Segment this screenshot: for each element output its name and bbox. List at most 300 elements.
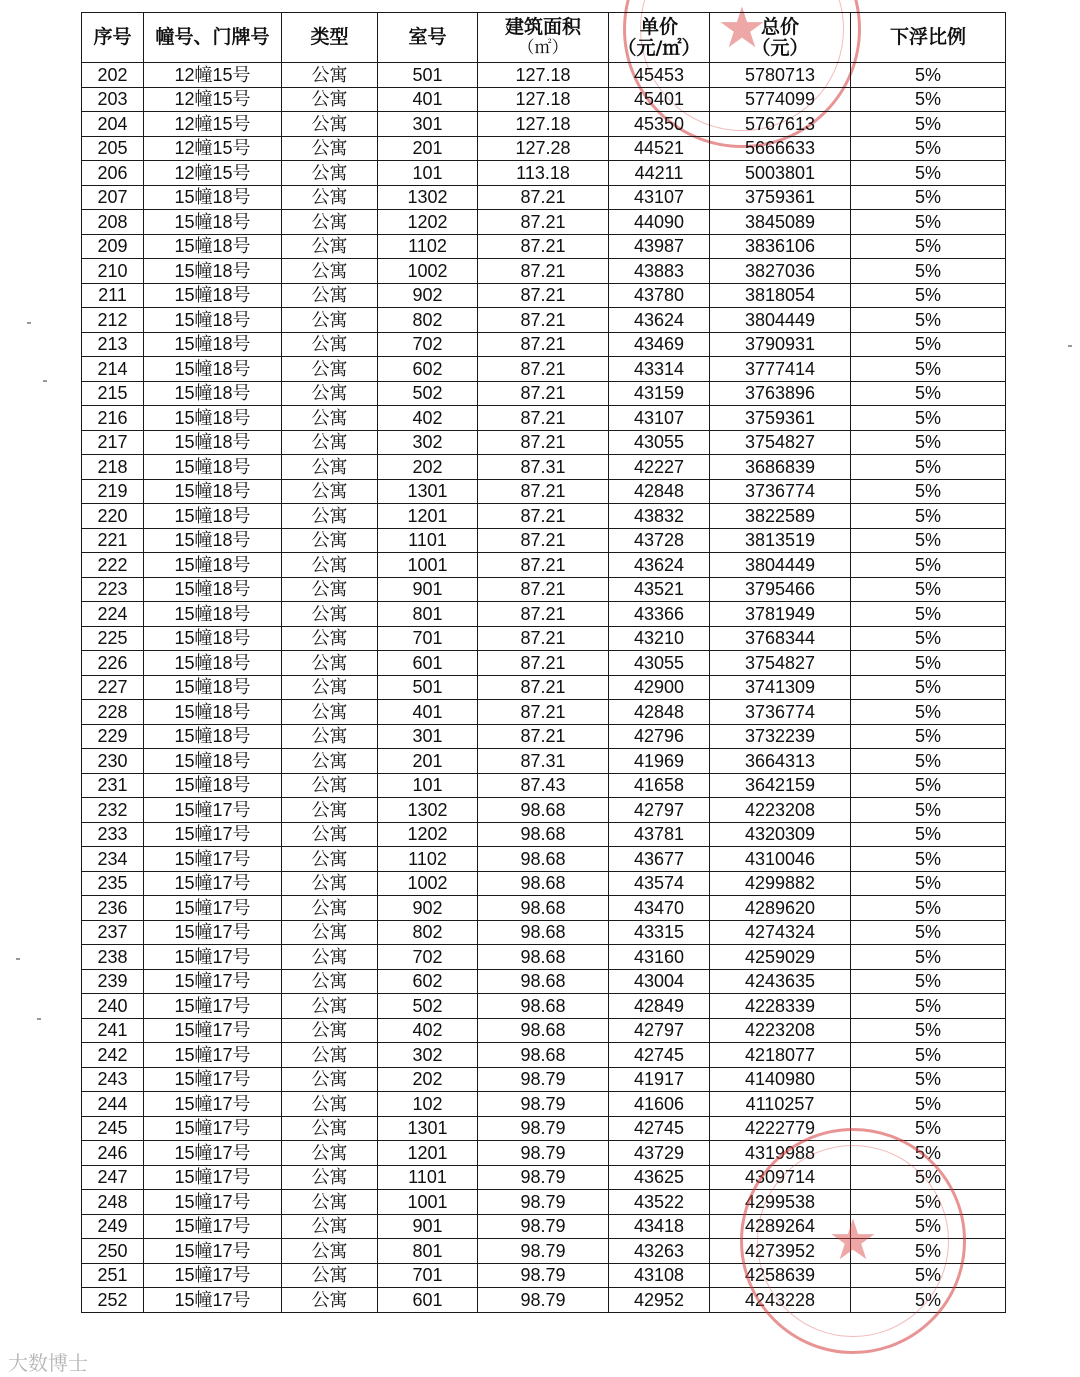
table-row: [82, 479, 1006, 504]
cell-total-price: 5666633: [710, 136, 851, 161]
cell-room: 702: [378, 945, 478, 970]
cell-room: 602: [378, 357, 478, 382]
cell-discount: 5%: [851, 63, 1006, 88]
cell-room: 202: [378, 455, 478, 480]
cell-discount: 5%: [851, 1018, 1006, 1043]
watermark: 大数博士: [8, 1351, 88, 1375]
cell-discount: 5%: [851, 332, 1006, 357]
cell-unit-price: 43469: [609, 332, 710, 357]
table-row: [82, 430, 1006, 455]
cell-total-price: 3804449: [710, 553, 851, 578]
cell-area: 87.21: [478, 528, 609, 553]
table-row: [82, 602, 1006, 627]
cell-seq: 213: [82, 332, 144, 357]
table-row: [82, 969, 1006, 994]
cell-area: 98.68: [478, 871, 609, 896]
cell-unit-price: 43107: [609, 406, 710, 431]
cell-area: 98.68: [478, 969, 609, 994]
cell-type: 公寓: [282, 945, 378, 970]
cell-total-price: 3732239: [710, 724, 851, 749]
cell-seq: 246: [82, 1141, 144, 1166]
cell-seq: 249: [82, 1214, 144, 1239]
table-row: [82, 136, 1006, 161]
cell-building: 15幢18号: [144, 749, 282, 774]
cell-seq: 214: [82, 357, 144, 382]
cell-seq: 236: [82, 896, 144, 921]
cell-seq: 231: [82, 773, 144, 798]
cell-building: 15幢17号: [144, 1214, 282, 1239]
cell-unit-price: 43521: [609, 577, 710, 602]
cell-seq: 210: [82, 259, 144, 284]
table-row: [82, 994, 1006, 1019]
cell-total-price: 4223208: [710, 1018, 851, 1043]
cell-total-price: 4222779: [710, 1116, 851, 1141]
table-row: [82, 1043, 1006, 1068]
cell-seq: 212: [82, 308, 144, 333]
cell-discount: 5%: [851, 871, 1006, 896]
cell-type: 公寓: [282, 283, 378, 308]
table-row: [82, 63, 1006, 88]
table-row: [82, 675, 1006, 700]
table-row: [82, 724, 1006, 749]
cell-room: 1201: [378, 504, 478, 529]
cell-building: 15幢17号: [144, 847, 282, 872]
cell-area: 87.21: [478, 332, 609, 357]
cell-building: 15幢18号: [144, 406, 282, 431]
cell-area: 87.31: [478, 749, 609, 774]
cell-building: 15幢18号: [144, 234, 282, 259]
cell-type: 公寓: [282, 381, 378, 406]
cell-seq: 215: [82, 381, 144, 406]
cell-discount: 5%: [851, 1214, 1006, 1239]
cell-seq: 230: [82, 749, 144, 774]
cell-type: 公寓: [282, 577, 378, 602]
table-row: [82, 308, 1006, 333]
cell-building: 15幢17号: [144, 1288, 282, 1313]
cell-room: 102: [378, 1092, 478, 1117]
cell-type: 公寓: [282, 1116, 378, 1141]
cell-discount: 5%: [851, 602, 1006, 627]
cell-area: 87.21: [478, 259, 609, 284]
cell-discount: 5%: [851, 1288, 1006, 1313]
cell-room: 1102: [378, 847, 478, 872]
cell-room: 501: [378, 63, 478, 88]
cell-area: 87.21: [478, 626, 609, 651]
cell-unit-price: 43159: [609, 381, 710, 406]
cell-area: 98.68: [478, 920, 609, 945]
cell-total-price: 5767613: [710, 112, 851, 137]
cell-area: 87.21: [478, 381, 609, 406]
cell-type: 公寓: [282, 479, 378, 504]
cell-building: 12幢15号: [144, 112, 282, 137]
cell-unit-price: 43729: [609, 1141, 710, 1166]
cell-seq: 202: [82, 63, 144, 88]
cell-room: 502: [378, 994, 478, 1019]
cell-area: 98.68: [478, 798, 609, 823]
cell-total-price: 3736774: [710, 479, 851, 504]
cell-seq: 209: [82, 234, 144, 259]
cell-total-price: 4218077: [710, 1043, 851, 1068]
seal-star-icon: ★: [827, 1208, 879, 1273]
cell-type: 公寓: [282, 185, 378, 210]
cell-building: 15幢18号: [144, 626, 282, 651]
cell-area: 98.68: [478, 945, 609, 970]
cell-seq: 250: [82, 1239, 144, 1264]
cell-room: 1102: [378, 234, 478, 259]
cell-seq: 240: [82, 994, 144, 1019]
table-row: [82, 332, 1006, 357]
cell-total-price: 4243228: [710, 1288, 851, 1313]
cell-total-price: 3795466: [710, 577, 851, 602]
table-row: [82, 1288, 1006, 1313]
cell-seq: 227: [82, 675, 144, 700]
cell-room: 401: [378, 87, 478, 112]
cell-seq: 237: [82, 920, 144, 945]
cell-seq: 234: [82, 847, 144, 872]
cell-unit-price: 43624: [609, 553, 710, 578]
scan-speck: [27, 322, 31, 324]
cell-discount: 5%: [851, 308, 1006, 333]
cell-discount: 5%: [851, 210, 1006, 235]
cell-area: 87.21: [478, 479, 609, 504]
cell-room: 1202: [378, 822, 478, 847]
cell-room: 801: [378, 602, 478, 627]
cell-room: 402: [378, 406, 478, 431]
cell-type: 公寓: [282, 1165, 378, 1190]
cell-room: 901: [378, 577, 478, 602]
cell-building: 15幢18号: [144, 455, 282, 480]
cell-building: 15幢17号: [144, 798, 282, 823]
cell-total-price: 3741309: [710, 675, 851, 700]
cell-building: 15幢17号: [144, 896, 282, 921]
table-row: [82, 259, 1006, 284]
cell-seq: 241: [82, 1018, 144, 1043]
cell-seq: 242: [82, 1043, 144, 1068]
cell-area: 98.79: [478, 1288, 609, 1313]
cell-type: 公寓: [282, 798, 378, 823]
cell-total-price: 4319988: [710, 1141, 851, 1166]
cell-room: 401: [378, 700, 478, 725]
cell-discount: 5%: [851, 1239, 1006, 1264]
cell-discount: 5%: [851, 626, 1006, 651]
table-row: [82, 1214, 1006, 1239]
cell-building: 15幢18号: [144, 357, 282, 382]
cell-room: 1002: [378, 259, 478, 284]
cell-area: 127.18: [478, 63, 609, 88]
cell-seq: 216: [82, 406, 144, 431]
cell-area: 87.21: [478, 724, 609, 749]
table-row: [82, 455, 1006, 480]
cell-unit-price: 45350: [609, 112, 710, 137]
cell-room: 602: [378, 969, 478, 994]
cell-type: 公寓: [282, 234, 378, 259]
cell-type: 公寓: [282, 1288, 378, 1313]
cell-discount: 5%: [851, 357, 1006, 382]
cell-type: 公寓: [282, 430, 378, 455]
cell-unit-price: 44521: [609, 136, 710, 161]
cell-type: 公寓: [282, 920, 378, 945]
cell-unit-price: 42900: [609, 675, 710, 700]
cell-area: 98.79: [478, 1263, 609, 1288]
cell-total-price: 3768344: [710, 626, 851, 651]
cell-area: 87.21: [478, 602, 609, 627]
cell-building: 15幢18号: [144, 430, 282, 455]
cell-seq: 239: [82, 969, 144, 994]
cell-unit-price: 43883: [609, 259, 710, 284]
cell-building: 15幢17号: [144, 822, 282, 847]
cell-area: 87.21: [478, 406, 609, 431]
cell-type: 公寓: [282, 1239, 378, 1264]
cell-building: 15幢18号: [144, 773, 282, 798]
table-row: [82, 504, 1006, 529]
cell-total-price: 3736774: [710, 700, 851, 725]
cell-unit-price: 43055: [609, 651, 710, 676]
cell-type: 公寓: [282, 259, 378, 284]
cell-discount: 5%: [851, 651, 1006, 676]
cell-unit-price: 43314: [609, 357, 710, 382]
cell-area: 127.18: [478, 87, 609, 112]
cell-unit-price: 42797: [609, 798, 710, 823]
cell-unit-price: 42745: [609, 1043, 710, 1068]
cell-building: 15幢18号: [144, 283, 282, 308]
cell-type: 公寓: [282, 1141, 378, 1166]
cell-total-price: 3790931: [710, 332, 851, 357]
cell-type: 公寓: [282, 406, 378, 431]
cell-building: 15幢18号: [144, 528, 282, 553]
cell-building: 15幢18号: [144, 381, 282, 406]
table-row: [82, 1239, 1006, 1264]
cell-room: 701: [378, 626, 478, 651]
cell-discount: 5%: [851, 455, 1006, 480]
cell-discount: 5%: [851, 798, 1006, 823]
cell-total-price: 4228339: [710, 994, 851, 1019]
scan-speck: [16, 958, 20, 960]
cell-total-price: 5003801: [710, 161, 851, 186]
cell-total-price: 3686839: [710, 455, 851, 480]
cell-building: 15幢18号: [144, 479, 282, 504]
cell-type: 公寓: [282, 675, 378, 700]
cell-room: 802: [378, 920, 478, 945]
table-row: [82, 798, 1006, 823]
cell-discount: 5%: [851, 700, 1006, 725]
cell-unit-price: 43781: [609, 822, 710, 847]
cell-type: 公寓: [282, 1043, 378, 1068]
cell-type: 公寓: [282, 871, 378, 896]
cell-discount: 5%: [851, 1263, 1006, 1288]
cell-total-price: 3763896: [710, 381, 851, 406]
cell-discount: 5%: [851, 1116, 1006, 1141]
scan-speck: [37, 1018, 41, 1020]
cell-room: 402: [378, 1018, 478, 1043]
cell-room: 601: [378, 1288, 478, 1313]
cell-unit-price: 43728: [609, 528, 710, 553]
header-area: 建筑面积 （㎡）: [478, 13, 609, 63]
header-unit-price: 单价 （元/㎡）: [609, 13, 710, 63]
cell-total-price: 3664313: [710, 749, 851, 774]
cell-area: 87.21: [478, 283, 609, 308]
cell-building: 12幢15号: [144, 87, 282, 112]
header-total-price: 总价 （元）: [710, 13, 851, 63]
cell-discount: 5%: [851, 1067, 1006, 1092]
cell-seq: 232: [82, 798, 144, 823]
cell-building: 12幢15号: [144, 63, 282, 88]
cell-type: 公寓: [282, 112, 378, 137]
cell-total-price: 3813519: [710, 528, 851, 553]
cell-discount: 5%: [851, 112, 1006, 137]
cell-room: 902: [378, 896, 478, 921]
cell-room: 1101: [378, 528, 478, 553]
cell-room: 502: [378, 381, 478, 406]
cell-seq: 208: [82, 210, 144, 235]
cell-discount: 5%: [851, 896, 1006, 921]
cell-discount: 5%: [851, 406, 1006, 431]
cell-type: 公寓: [282, 626, 378, 651]
cell-room: 901: [378, 1214, 478, 1239]
table-row: [82, 381, 1006, 406]
cell-seq: 252: [82, 1288, 144, 1313]
cell-room: 201: [378, 749, 478, 774]
cell-room: 501: [378, 675, 478, 700]
table-row: [82, 822, 1006, 847]
cell-total-price: 4223208: [710, 798, 851, 823]
cell-unit-price: 43315: [609, 920, 710, 945]
cell-discount: 5%: [851, 920, 1006, 945]
price-table: [81, 12, 1006, 1313]
cell-unit-price: 44211: [609, 161, 710, 186]
cell-area: 87.21: [478, 700, 609, 725]
cell-area: 87.21: [478, 504, 609, 529]
cell-total-price: 3754827: [710, 430, 851, 455]
cell-unit-price: 43677: [609, 847, 710, 872]
table-row: [82, 773, 1006, 798]
cell-type: 公寓: [282, 553, 378, 578]
cell-total-price: 4309714: [710, 1165, 851, 1190]
cell-total-price: 5774099: [710, 87, 851, 112]
cell-area: 98.79: [478, 1214, 609, 1239]
cell-unit-price: 43108: [609, 1263, 710, 1288]
cell-building: 15幢17号: [144, 1116, 282, 1141]
cell-unit-price: 42796: [609, 724, 710, 749]
cell-discount: 5%: [851, 430, 1006, 455]
cell-type: 公寓: [282, 896, 378, 921]
cell-unit-price: 43160: [609, 945, 710, 970]
cell-area: 87.21: [478, 357, 609, 382]
cell-building: 15幢18号: [144, 332, 282, 357]
cell-building: 15幢17号: [144, 994, 282, 1019]
cell-total-price: 4299538: [710, 1190, 851, 1215]
cell-total-price: 4274324: [710, 920, 851, 945]
cell-seq: 217: [82, 430, 144, 455]
cell-area: 87.21: [478, 430, 609, 455]
cell-type: 公寓: [282, 651, 378, 676]
cell-seq: 222: [82, 553, 144, 578]
cell-seq: 238: [82, 945, 144, 970]
header-room: 室号: [378, 13, 478, 63]
cell-area: 87.21: [478, 553, 609, 578]
cell-discount: 5%: [851, 1141, 1006, 1166]
cell-building: 15幢17号: [144, 920, 282, 945]
cell-type: 公寓: [282, 332, 378, 357]
cell-total-price: 4258639: [710, 1263, 851, 1288]
table-row: [82, 1092, 1006, 1117]
cell-total-price: 4289264: [710, 1214, 851, 1239]
cell-seq: 251: [82, 1263, 144, 1288]
cell-discount: 5%: [851, 945, 1006, 970]
cell-discount: 5%: [851, 994, 1006, 1019]
table-row: [82, 749, 1006, 774]
cell-area: 87.21: [478, 675, 609, 700]
cell-building: 15幢18号: [144, 724, 282, 749]
cell-building: 15幢17号: [144, 1043, 282, 1068]
table-row: [82, 626, 1006, 651]
cell-unit-price: 43780: [609, 283, 710, 308]
seal-star-icon: ★: [716, 0, 768, 61]
cell-area: 98.68: [478, 1018, 609, 1043]
cell-discount: 5%: [851, 1165, 1006, 1190]
table-row: [82, 87, 1006, 112]
cell-seq: 248: [82, 1190, 144, 1215]
cell-discount: 5%: [851, 577, 1006, 602]
cell-discount: 5%: [851, 161, 1006, 186]
cell-area: 87.21: [478, 210, 609, 235]
cell-total-price: 5780713: [710, 63, 851, 88]
table-row: [82, 920, 1006, 945]
cell-room: 802: [378, 308, 478, 333]
table-row: [82, 700, 1006, 725]
cell-seq: 206: [82, 161, 144, 186]
table-row: [82, 185, 1006, 210]
cell-room: 1302: [378, 798, 478, 823]
cell-area: 98.79: [478, 1190, 609, 1215]
cell-type: 公寓: [282, 749, 378, 774]
cell-seq: 245: [82, 1116, 144, 1141]
table-row: [82, 651, 1006, 676]
cell-unit-price: 42848: [609, 700, 710, 725]
cell-seq: 223: [82, 577, 144, 602]
cell-building: 15幢18号: [144, 553, 282, 578]
cell-room: 601: [378, 651, 478, 676]
cell-unit-price: 43107: [609, 185, 710, 210]
cell-building: 15幢17号: [144, 1239, 282, 1264]
cell-unit-price: 42952: [609, 1288, 710, 1313]
cell-area: 98.79: [478, 1067, 609, 1092]
cell-total-price: 4273952: [710, 1239, 851, 1264]
table-row: [82, 1190, 1006, 1215]
cell-unit-price: 43055: [609, 430, 710, 455]
table-row: [82, 1018, 1006, 1043]
cell-area: 98.79: [478, 1141, 609, 1166]
cell-unit-price: 43522: [609, 1190, 710, 1215]
cell-discount: 5%: [851, 136, 1006, 161]
cell-discount: 5%: [851, 847, 1006, 872]
cell-type: 公寓: [282, 822, 378, 847]
cell-unit-price: 43004: [609, 969, 710, 994]
cell-building: 12幢15号: [144, 161, 282, 186]
cell-total-price: 4320309: [710, 822, 851, 847]
cell-seq: 203: [82, 87, 144, 112]
cell-room: 1201: [378, 1141, 478, 1166]
cell-type: 公寓: [282, 87, 378, 112]
table-row: [82, 1165, 1006, 1190]
cell-area: 87.21: [478, 185, 609, 210]
cell-seq: 229: [82, 724, 144, 749]
cell-total-price: 4243635: [710, 969, 851, 994]
cell-building: 15幢17号: [144, 1067, 282, 1092]
cell-total-price: 4110257: [710, 1092, 851, 1117]
cell-unit-price: 42797: [609, 1018, 710, 1043]
cell-seq: 220: [82, 504, 144, 529]
cell-type: 公寓: [282, 1190, 378, 1215]
